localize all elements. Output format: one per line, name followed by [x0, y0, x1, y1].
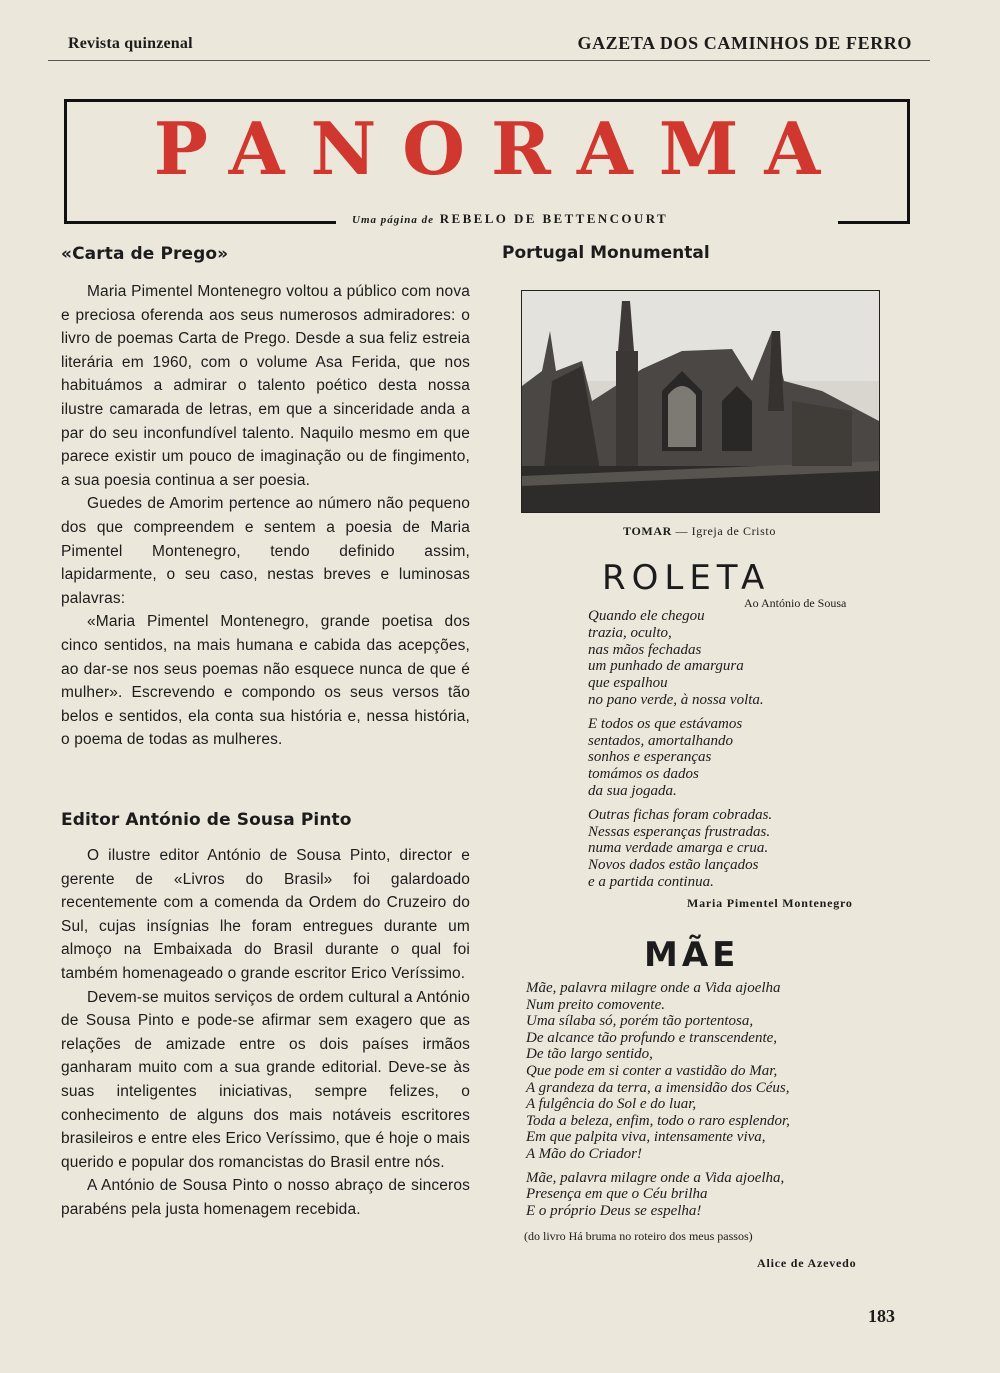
section-editor [61, 810, 470, 1222]
paragraph: Guedes de Amorim pertence ao número não pequeno dos que compreendem e sentem a poesia de Maria Pimentel Montenegro, tendo definido assim, lapidarmente, o seu caso, nestas breves e luminosas palavras: [61, 495, 470, 607]
section-heading: «Carta de Prego» [61, 244, 229, 264]
poem-title-roleta: ROLETA [602, 558, 771, 598]
verse-line: Novos dados estão lançados [588, 857, 759, 874]
poem-author: Alice de Azevedo [757, 1256, 857, 1270]
verse-line: trazia, oculto, [588, 624, 672, 641]
verse-line: Que pode em si conter a vastidão do Mar, [526, 1062, 778, 1079]
verse-line: De tão largo sentido, [526, 1046, 653, 1063]
section-carta-de-prego [61, 244, 470, 752]
masthead-byline [352, 211, 668, 227]
verse-line: Num preito comovente. [526, 996, 665, 1013]
verse-line: que espalhou [588, 675, 668, 692]
poem-author: Maria Pimentel Montenegro [687, 896, 853, 910]
poem-roleta [588, 608, 772, 898]
poem-mae [526, 980, 790, 1226]
verse-line: da sua jogada. [588, 782, 677, 799]
verse-line: Mãe, palavra milagre onde a Vida ajoelha [526, 980, 781, 996]
running-header-left: Revista quinzenal [68, 35, 193, 52]
stanza [588, 608, 772, 709]
verse-line: numa verdade amarga e crua. [588, 840, 769, 857]
verse-line: no pano verde, à nossa volta. [588, 691, 764, 708]
masthead [64, 99, 910, 230]
section-heading: Editor António de Sousa Pinto [61, 810, 352, 830]
caption-description: Igreja de Cristo [691, 524, 776, 538]
verse-line: Quando ele chegou [588, 608, 705, 624]
verse-line: E o próprio Deus se espelha! [526, 1202, 702, 1219]
byline-prefix: Uma página de [352, 214, 435, 226]
verse-line: De alcance tão profundo e transcendente, [526, 1029, 778, 1046]
verse-line: tomámos os dados [588, 766, 699, 783]
masthead-title: PANORAMA [153, 106, 847, 191]
verse-line: e a partida continua. [588, 873, 714, 890]
verse-line: Presença em que o Céu brilha [526, 1186, 708, 1203]
section-body [61, 844, 470, 1222]
verse-line: Nessas esperanças frustradas. [588, 823, 771, 840]
verse-line: um punhado de amargura [588, 658, 744, 675]
verse-line: Outras fichas foram cobradas. [588, 806, 773, 823]
verse-line: nas mãos fechadas [588, 641, 702, 658]
verse-line: sentados, amortalhando [588, 732, 734, 749]
paragraph: «Maria Pimentel Montenegro, grande poetisa dos cinco sentidos, na mais humana e cabida das acepções, ao dar-se nos seus poemas não esquece nunca de que é mulher». Escrevendo e compondo os seus versos tão belos e sentidos, ela conta sua história e, nessa história, o poema de todas as mulheres. [61, 613, 470, 749]
masthead-border-bottom-left [64, 221, 336, 224]
caption-place: TOMAR [623, 524, 672, 538]
church-illustration [522, 291, 879, 512]
stanza [526, 980, 790, 1163]
stanza [588, 807, 772, 891]
poem-title-mae: MÃE [644, 935, 740, 975]
section-body [61, 280, 470, 752]
masthead-border-bottom-right [838, 221, 910, 224]
verse-line: A Mão do Criador! [526, 1145, 642, 1162]
stanza [588, 716, 772, 800]
verse-line: Em que palpita viva, intensamente viva, [526, 1129, 766, 1146]
poem-source: (do livro Há bruma no roteiro dos meus passos) [524, 1229, 753, 1243]
poem-dedication: Ao António de Sousa [744, 596, 847, 610]
paragraph: A António de Sousa Pinto o nosso abraço de sinceros parabéns pela justa homenagem recebida. [61, 1177, 470, 1218]
page-number: 183 [868, 1306, 895, 1326]
caption-dash: — [675, 524, 692, 538]
stanza [526, 1170, 790, 1220]
paragraph: O ilustre editor António de Sousa Pinto, director e gerente de «Livros do Brasil» foi galardoado recentemente com a comenda da Ordem do Cruzeiro do Sul, cujas insígnias lhe foram entregues durante um almoço na Embaixada do Brasil durante o qual foi também homenageado o grande escritor Erico Veríssimo. [61, 847, 470, 982]
verse-line: Toda a beleza, enfim, todo o raro esplendor, [526, 1112, 790, 1129]
byline-name: REBELO DE BETTENCOURT [439, 211, 669, 226]
masthead-border-top [64, 99, 910, 102]
church-photo [521, 290, 880, 513]
header-rule [48, 60, 930, 61]
verse-line: sonhos e esperanças [588, 749, 712, 766]
left-column [61, 244, 470, 1218]
verse-line: A grandeza da terra, a imensidão dos Céus, [526, 1079, 790, 1096]
portugal-monumental-heading: Portugal Monumental [502, 243, 710, 263]
verse-line: Uma sílaba só, porém tão portentosa, [526, 1013, 754, 1030]
photo-caption [521, 524, 878, 539]
verse-line: E todos os que estávamos [588, 715, 743, 732]
verse-line: A fulgência do Sol e do luar, [526, 1096, 697, 1113]
running-header-right: GAZETA DOS CAMINHOS DE FERRO [577, 33, 912, 53]
paragraph: Devem-se muitos serviços de ordem cultural a António de Sousa Pinto e pode-se afirmar sem exagero que as relações de amizade entre os dois países irmãos ganharam muito com a sua grande editorial. Deve-se às suas inteligentes iniciativas, sempre felizes, o conhecimento de alguns dos mais notáveis escritores brasileiros e entre eles Erico Veríssimo, que é hoje o mais querido e popular dos romancistas do Brasil entre nós. [61, 988, 470, 1171]
verse-line: Mãe, palavra milagre onde a Vida ajoelha, [526, 1169, 785, 1186]
paragraph: Maria Pimentel Montenegro voltou a público com nova e preciosa oferenda aos seus numerosos admiradores: o livro de poemas Carta de Prego. Desde a sua feliz estreia literária em 1960, com o volume Asa Ferida, que nos habituámos a admirar o talento poético desta nossa ilustre camarada de letras, em que a sinceridade anda a par do seu inconfundível talento. Naquilo mesmo em que parece existir um pouco de imaginação ou de fingimento, a sua poesia continua a ser poesia. [61, 283, 470, 489]
